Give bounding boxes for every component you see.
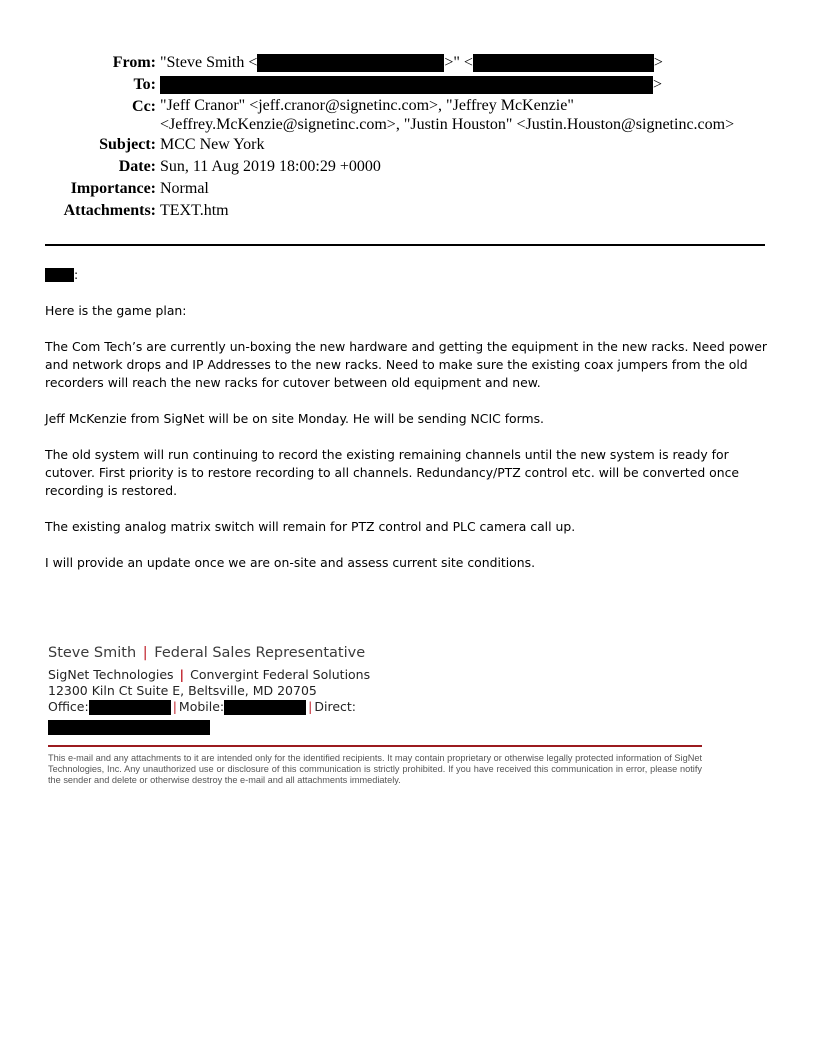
legal-disclaimer: This e-mail and any attachments to it are intended only for the identified recipients. It may contain proprietary or otherwise legally protected information of SigNet Technologies, Inc. Any unauthorized use or disclosure of this communication is strictly prohibited. If you have received this communication in error, please notify the sender and delete or otherwise destroy the e-mail and all attachments immediately.: [48, 753, 702, 785]
attachments-label: Attachments:: [63, 202, 156, 219]
signature-company: SigNet Technologies: [48, 667, 174, 682]
redacted-mobile-number: [224, 700, 306, 715]
redacted-office-number: [89, 700, 171, 715]
signature-separator: |: [142, 645, 148, 661]
cc-line-2: <Jeffrey.McKenzie@signetinc.com>, "Justin Houston" <Justin.Houston@signetinc.com>: [160, 116, 735, 133]
redacted-email: [257, 54, 444, 72]
email-body: [45, 266, 770, 590]
redacted-email: [473, 54, 654, 72]
phone-separator: |: [172, 699, 177, 714]
date-value: Sun, 11 Aug 2019 18:00:29 +0000: [160, 158, 381, 175]
cc-line-1: "Jeff Cranor" <jeff.cranor@signetinc.com>, "Jeffrey McKenzie": [160, 97, 574, 114]
body-paragraph: Here is the game plan:: [45, 303, 187, 318]
from-middle: >" <: [444, 54, 473, 71]
importance-label: Importance:: [70, 180, 156, 197]
mobile-label: Mobile:: [178, 699, 225, 714]
signature-block: [48, 643, 708, 736]
cc-label: Cc:: [132, 98, 156, 115]
subject-label: Subject:: [99, 136, 156, 153]
office-label: Office:: [48, 699, 89, 714]
salutation: [45, 266, 770, 284]
to-row: [0, 74, 816, 96]
attachment-link[interactable]: TEXT.htm: [160, 202, 229, 219]
date-label: Date:: [118, 158, 156, 175]
signature-title: Federal Sales Representative: [154, 645, 366, 661]
redacted-recipients: [160, 76, 653, 94]
to-suffix: >: [653, 76, 663, 93]
email-header: [0, 52, 816, 222]
subject-value: MCC New York: [160, 136, 265, 153]
attachments-row: [0, 200, 816, 222]
body-paragraph: The old system will run continuing to record the existing remaining channels until the new system is ready for cutover. First priority is to restore recording to all channels. Redundancy/PTZ control etc. will be converted once recording is restored.: [45, 447, 740, 498]
signature-phones: [48, 699, 708, 715]
signature-divider: [48, 745, 702, 747]
cc-value: [160, 96, 816, 134]
from-row: [0, 52, 816, 74]
cc-row: [0, 96, 816, 134]
company-separator: |: [179, 667, 185, 682]
body-paragraph: The existing analog matrix switch will remain for PTZ control and PLC camera call up.: [45, 519, 576, 534]
redacted-direct-number: [48, 720, 210, 735]
subject-row: [0, 134, 816, 156]
from-suffix: >: [653, 54, 663, 71]
salutation-suffix: :: [74, 267, 79, 282]
signature-name: Steve Smith: [48, 645, 137, 661]
importance-value: Normal: [160, 180, 209, 197]
body-paragraph: I will provide an update once we are on-site and assess current site conditions.: [45, 555, 536, 570]
signature-company2: Convergint Federal Solutions: [190, 667, 371, 682]
to-label: To:: [133, 76, 156, 93]
direct-label: Direct:: [314, 699, 356, 714]
from-value: [160, 52, 816, 74]
header-divider: [45, 244, 765, 246]
date-row: [0, 156, 816, 178]
to-value: [160, 74, 816, 96]
importance-row: [0, 178, 816, 200]
direct-number-line: [48, 717, 708, 736]
from-prefix: "Steve Smith <: [160, 54, 258, 71]
from-label: From:: [112, 54, 156, 71]
body-paragraph: Jeff McKenzie from SigNet will be on site Monday. He will be sending NCIC forms.: [45, 411, 544, 426]
body-paragraph: The Com Tech’s are currently un-boxing the new hardware and getting the equipment in the new racks. Need power and network drops and IP Addresses to the new racks. Need to make sure the existing coax jumpers from the old recorders will reach the new racks for cutover between old equipment and new.: [45, 339, 767, 390]
signature-address: 12300 Kiln Ct Suite E, Beltsville, MD 20705: [48, 683, 317, 698]
phone-separator: |: [308, 699, 313, 714]
signature-name-line: [48, 643, 708, 663]
signature-company-line: [48, 667, 708, 683]
redacted-name: [45, 268, 74, 282]
